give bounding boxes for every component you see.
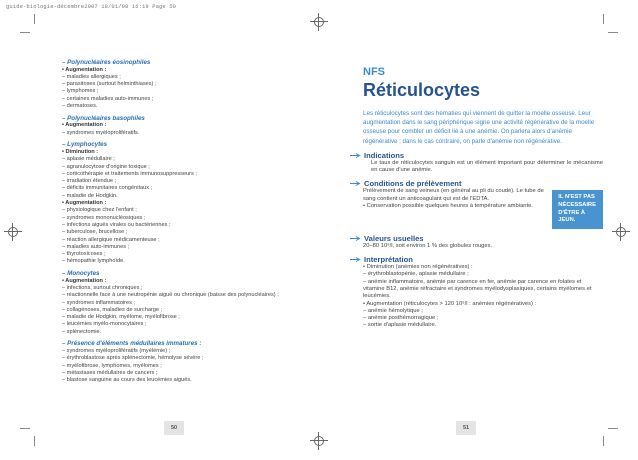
section-heading: – Polynucléaires éosinophiles — [62, 59, 151, 66]
list-item: – métastases médullaires de cancers ; — [62, 369, 158, 376]
list-item: – syndromes mononucléosiques ; — [62, 214, 146, 221]
section-tag: NFS — [363, 66, 385, 78]
valeurs-heading — [363, 234, 603, 243]
valeurs-text: 20–80 10⁹/l, soit environ 1 % des globules rouges. — [363, 242, 493, 249]
fasting-callout: IL N'EST PAS NÉCESSAIRE D'ÊTRE À JEUN. — [550, 190, 603, 228]
arrow-icon — [350, 181, 361, 186]
section-heading: – Monocytes — [62, 270, 100, 278]
arrow-icon — [350, 257, 361, 262]
interpretation-line: – anémie posthémorragique ; — [363, 315, 439, 322]
registration-mark-right — [612, 223, 630, 241]
crop-mark — [20, 32, 30, 33]
valeurs-heading-label: Valeurs usuelles — [364, 233, 424, 243]
conditions-line: • Conservation possible quelques heures à température ambiante. — [363, 203, 533, 209]
list-item: – dermatoses. — [62, 103, 98, 110]
crop-mark — [34, 14, 35, 24]
page-title: Réticulocytes — [363, 80, 481, 100]
crop-mark — [34, 436, 35, 446]
list-item: – tuberculose, brucellose ; — [62, 229, 128, 236]
section-heading: – Présence d'éléments médullaires immatures : — [62, 340, 202, 348]
list-item: – maladies allergiques ; — [62, 73, 121, 80]
interpretation-line: • Augmentation (réticulocytes > 120 10⁹/l : anémies régénératives) : — [363, 300, 537, 307]
crop-mark — [603, 14, 604, 24]
list-item: – déficits immunitaires congénitaux ; — [62, 185, 153, 192]
list-item: – infections, surtout chroniques ; — [62, 284, 143, 291]
list-item: – érythroblastose après splénectomie, hémolyse sévère ; — [62, 355, 204, 362]
indications-heading — [363, 151, 603, 160]
interpretation-text — [363, 264, 603, 330]
list-item: – réaction allergique médicamenteuse ; — [62, 236, 160, 243]
interpretation-line: – sortie d'aplasie médullaire. — [363, 322, 437, 329]
interpretation-line: – érythroblastopénie, aplasie médullaire ; — [363, 271, 469, 278]
section-heading: – Lymphocytes — [62, 141, 108, 149]
list-item: – syndromes myéloprolifératifs (myélémie) ; — [62, 348, 171, 355]
indications-text: Le taux de réticulocytes sanguin est un élément important pour déterminer le mécanisme en cause d'une anémie. — [371, 159, 603, 174]
list-item: – syndromes inflammatoires ; — [62, 299, 136, 306]
list-item: – maladies auto-immunes ; — [62, 243, 130, 250]
registration-mark-top — [310, 13, 328, 31]
section — [62, 141, 282, 265]
registration-mark-left — [4, 223, 22, 241]
interpretation-line: – anémie inflammatoire, anémie par carence en fer, anémie par carence en folates et vitamine B12, anémie réfractaire et syndromes myélodysplasiques, certains myélomes et leucémies. — [363, 278, 592, 300]
list-item: – splénectomie. — [62, 328, 102, 335]
conditions-block — [363, 188, 603, 228]
left-page-number: 50 — [164, 421, 184, 435]
conditions-text — [363, 188, 544, 210]
list-item: – syndromes myéloprolifératifs. — [62, 129, 140, 136]
crop-mark — [608, 428, 618, 429]
list-item: – irradiation étendue ; — [62, 178, 117, 185]
arrow-icon — [350, 236, 361, 241]
conditions-heading-label: Conditions de prélèvement — [364, 179, 462, 189]
subheading: • Augmentation : — [62, 122, 107, 129]
list-item: – réactionnelle face à une neutropénie aiguë ou chronique (baisse des polynucléaires) ; — [62, 292, 279, 299]
indications-heading-label: Indications — [364, 150, 405, 160]
interpretation-line: • Diminution (anémies non régénératives) : — [363, 264, 473, 271]
conditions-heading — [363, 179, 603, 188]
list-item: – leucémies myélo-monocytaires ; — [62, 321, 147, 328]
section — [62, 270, 282, 336]
list-item: – infections aiguës virales ou bactériennes ; — [62, 221, 171, 228]
list-item: – aplasie médullaire ; — [62, 156, 115, 163]
list-item: – thyrotoxicoses ; — [62, 251, 106, 258]
list-item: – physiologique chez l'enfant ; — [62, 207, 137, 214]
crop-mark — [20, 428, 30, 429]
list-item: – agranulocytose d'origine toxique ; — [62, 163, 150, 170]
right-page-content — [363, 66, 603, 330]
subheading: • Diminution : — [62, 148, 99, 155]
list-item: – hémopathie lymphoïde. — [62, 258, 125, 265]
print-slug: guide-biologie-décembre2007 18/01/08 16:19 Page 50 — [6, 3, 177, 10]
interpretation-heading — [363, 255, 603, 264]
list-item: – certaines maladies auto-immunes ; — [62, 95, 154, 102]
subheading: • Augmentation : — [62, 66, 107, 73]
subheading: • Augmentation : — [62, 277, 107, 284]
left-page-content — [62, 59, 282, 389]
registration-mark-bottom — [310, 432, 328, 450]
list-item: – blastose sanguine au cours des leucémies aiguës. — [62, 377, 192, 384]
interpretation-heading-label: Interprétation — [364, 255, 413, 265]
section — [62, 59, 282, 110]
section — [62, 115, 282, 137]
list-item: – maladie de Hodgkin, myélome, myélofibrose ; — [62, 314, 180, 321]
list-item: – corticothérapie et traitements immunosuppresseurs ; — [62, 170, 197, 177]
interpretation-line: – anémie hémolytique ; — [363, 307, 423, 314]
conditions-line: Prélèvement de sang veineux (en général au pli du coude). Le tube de sang contient un anticoagulant qui est de l'EDTA. — [363, 188, 544, 202]
crop-mark — [608, 32, 618, 33]
right-page-number: 51 — [456, 421, 476, 435]
subheading: • Augmentation : — [62, 200, 107, 207]
list-item: – collagénoses, maladies de surcharge ; — [62, 306, 163, 313]
list-item: – maladie de Hodgkin. — [62, 192, 118, 199]
list-item: – lymphomes ; — [62, 88, 99, 95]
list-item: – myélofibrose, lymphomes, myélomes ; — [62, 362, 162, 369]
section-heading: – Polynucléaires basophiles — [62, 114, 145, 122]
crop-mark — [603, 436, 604, 446]
section — [62, 340, 282, 384]
intro-paragraph: Les réticulocytes sont des hématies qui viennent de quitter la moelle osseuse. Leur augmentation dans le sang périphérique signe une activité régénérative de la moelle osseuse pour combler un déficit lié à une anémie. On parlera alors d'anémie régénérative ; dans le cas contraire, on parle d'anémie non régénérative. — [363, 110, 595, 145]
arrow-icon — [350, 153, 361, 158]
list-item: – parasitoses (surtout helminthiases) ; — [62, 81, 157, 88]
